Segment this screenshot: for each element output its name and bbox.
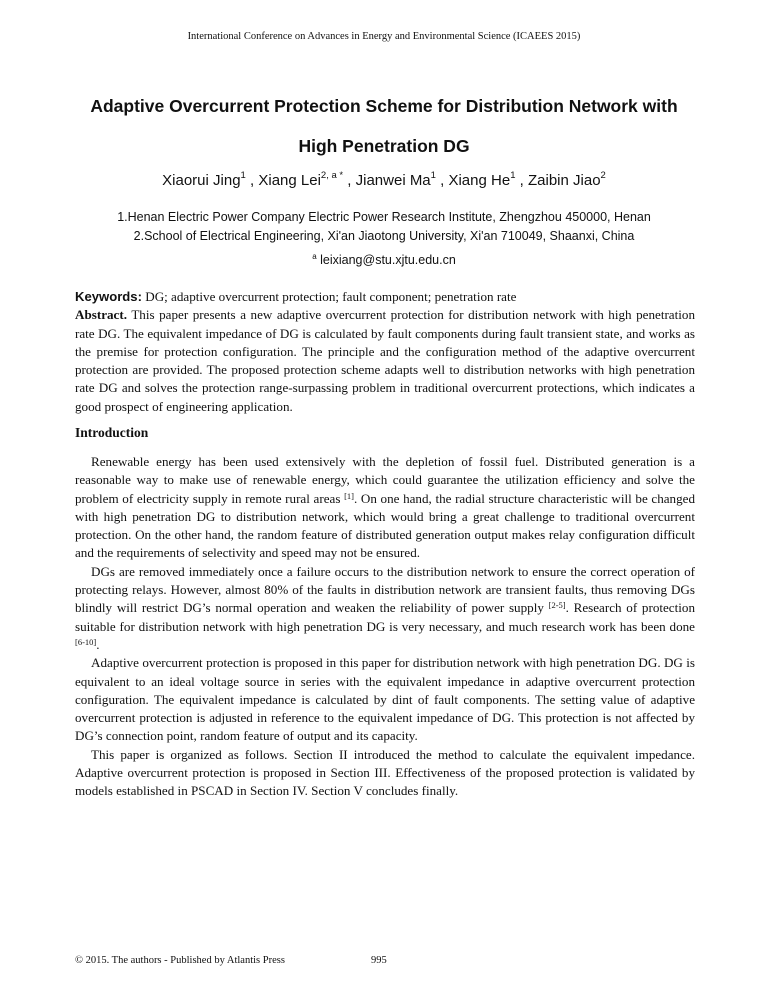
- section-heading-introduction: Introduction: [75, 425, 149, 440]
- author-name: Xiang He: [448, 172, 511, 189]
- keywords-abstract-block: [75, 288, 695, 416]
- author-affiliation-mark: 2: [600, 170, 606, 181]
- copyright-footer: © 2015. The authors - Published by Atlantis Press: [75, 955, 285, 966]
- paper-title-line-2: High Penetration DG: [298, 136, 470, 156]
- intro-paragraph-3: Adaptive overcurrent protection is proposed in this paper for distribution network with high penetration DG. DG is equivalent to an ideal voltage source in series with the equivalent impedance in adaptive overcurrent protection configuration. The equivalent impedance is calculated by dint of fault components. The setting value of adaptive overcurrent protection is adjusted in reference to the equivalent impedance of DG. This protection is not affected by DG’s connection point, random feature of output and its capacity.: [75, 655, 695, 744]
- abstract-label: Abstract.: [75, 307, 127, 323]
- conference-header: International Conference on Advances in Energy and Environmental Science (ICAEES 2015): [187, 31, 581, 42]
- author-name: Xiaorui Jing: [162, 172, 241, 189]
- author-affiliation-mark: 1: [510, 170, 516, 181]
- paragraph-text: Renewable energy has been used extensively with the depletion of fossil fuel. Distributed generation is a reasonable way to make use of renewable energy, which could guarantee the utilization efficiency and solve the problem of electricity supply in remote rural areas: [75, 454, 695, 506]
- citation: [1]: [344, 490, 354, 501]
- citation: [2-5]: [548, 600, 566, 611]
- intro-paragraph-4: This paper is organized as follows. Section II introduced the method to calculate the equivalent impedance. Adaptive overcurrent protection is proposed in Section III. Effectiveness of the proposed protection is validated by models established in PSCAD in Section IV. Section V concludes finally.: [75, 746, 695, 799]
- paper-title-line-1: Adaptive Overcurrent Protection Scheme for Distribution Network with: [90, 96, 678, 116]
- intro-paragraph-1: [75, 453, 695, 563]
- author-name: Jianwei Ma: [355, 172, 431, 189]
- abstract-text: This paper presents a new adaptive overcurrent protection for distribution network with high penetration rate DG. The equivalent impedance of DG is calculated by fault components during fault transient state, and works as the premise for protection configuration. The principle and the configuration method of the adaptive overcurrent protection are provided. The proposed protection scheme adapts well to distribution networks with high penetration rate DG and solves the protection range-surpassing problem in traditional overcurrent protections, which indicates a good prospect of engineering application.: [75, 307, 695, 414]
- paragraph-text: .: [96, 636, 100, 652]
- author-name: Zaibin Jiao: [528, 172, 601, 189]
- contact-email: [0, 252, 768, 267]
- citation: [6-10]: [75, 636, 97, 647]
- author-affiliation-mark: 1: [240, 170, 246, 181]
- abstract-paragraph: [75, 306, 695, 416]
- author-name: Xiang Lei: [258, 172, 321, 189]
- paragraph-text: DGs are removed immediately once a failure occurs to the distribution network to ensure the correct operation of protecting relays. However, almost 80% of the faults in distribution network are transient faults, thus removing DGs blindly will restrict DG’s normal operation and weaken the reliability of power supply: [75, 563, 695, 616]
- introduction-body: [75, 453, 695, 801]
- intro-paragraph-2: [75, 563, 695, 654]
- email-address[interactable]: leixiang@stu.xjtu.edu.cn: [320, 253, 456, 268]
- affiliation-1: 1.Henan Electric Power Company Electric Power Research Institute, Zhengzhou 450000, Henan: [117, 210, 651, 224]
- affiliation-2: 2.School of Electrical Engineering, Xi'an Jiaotong University, Xi'an 710049, Shaanxi, China: [133, 229, 635, 243]
- keywords-line: [75, 288, 695, 306]
- author-affiliation-mark: 1: [430, 170, 436, 181]
- keywords-text: DG; adaptive overcurrent protection; fault component; penetration rate: [145, 289, 517, 304]
- paragraph-text: . On one hand, the radial structure characteristic will be changed with high penetration DG to distribution network, which would bring a great challenge to traditional overcurrent protection. On the other hand, the random feature of distributed generation output makes relay configuration difficult and the requirements of selectivity and speed may not be ensured.: [75, 490, 696, 561]
- keywords-label: Keywords:: [75, 289, 142, 304]
- email-mark: a: [312, 252, 317, 261]
- author-list: Xiaorui Jing$^1$ , Xiang Lei$^{2, a *}$ , Jianwei Ma$^1$ , Xiang He$^1$ , Zaibin Jiao$^2$: [162, 170, 606, 189]
- page-number: 995: [371, 955, 387, 966]
- paragraph-text: . Research of protection suitable for distribution network with high penetration DG is very necessary, and much research work has been done: [75, 600, 695, 634]
- author-affiliation-mark: 2, a *: [320, 170, 344, 181]
